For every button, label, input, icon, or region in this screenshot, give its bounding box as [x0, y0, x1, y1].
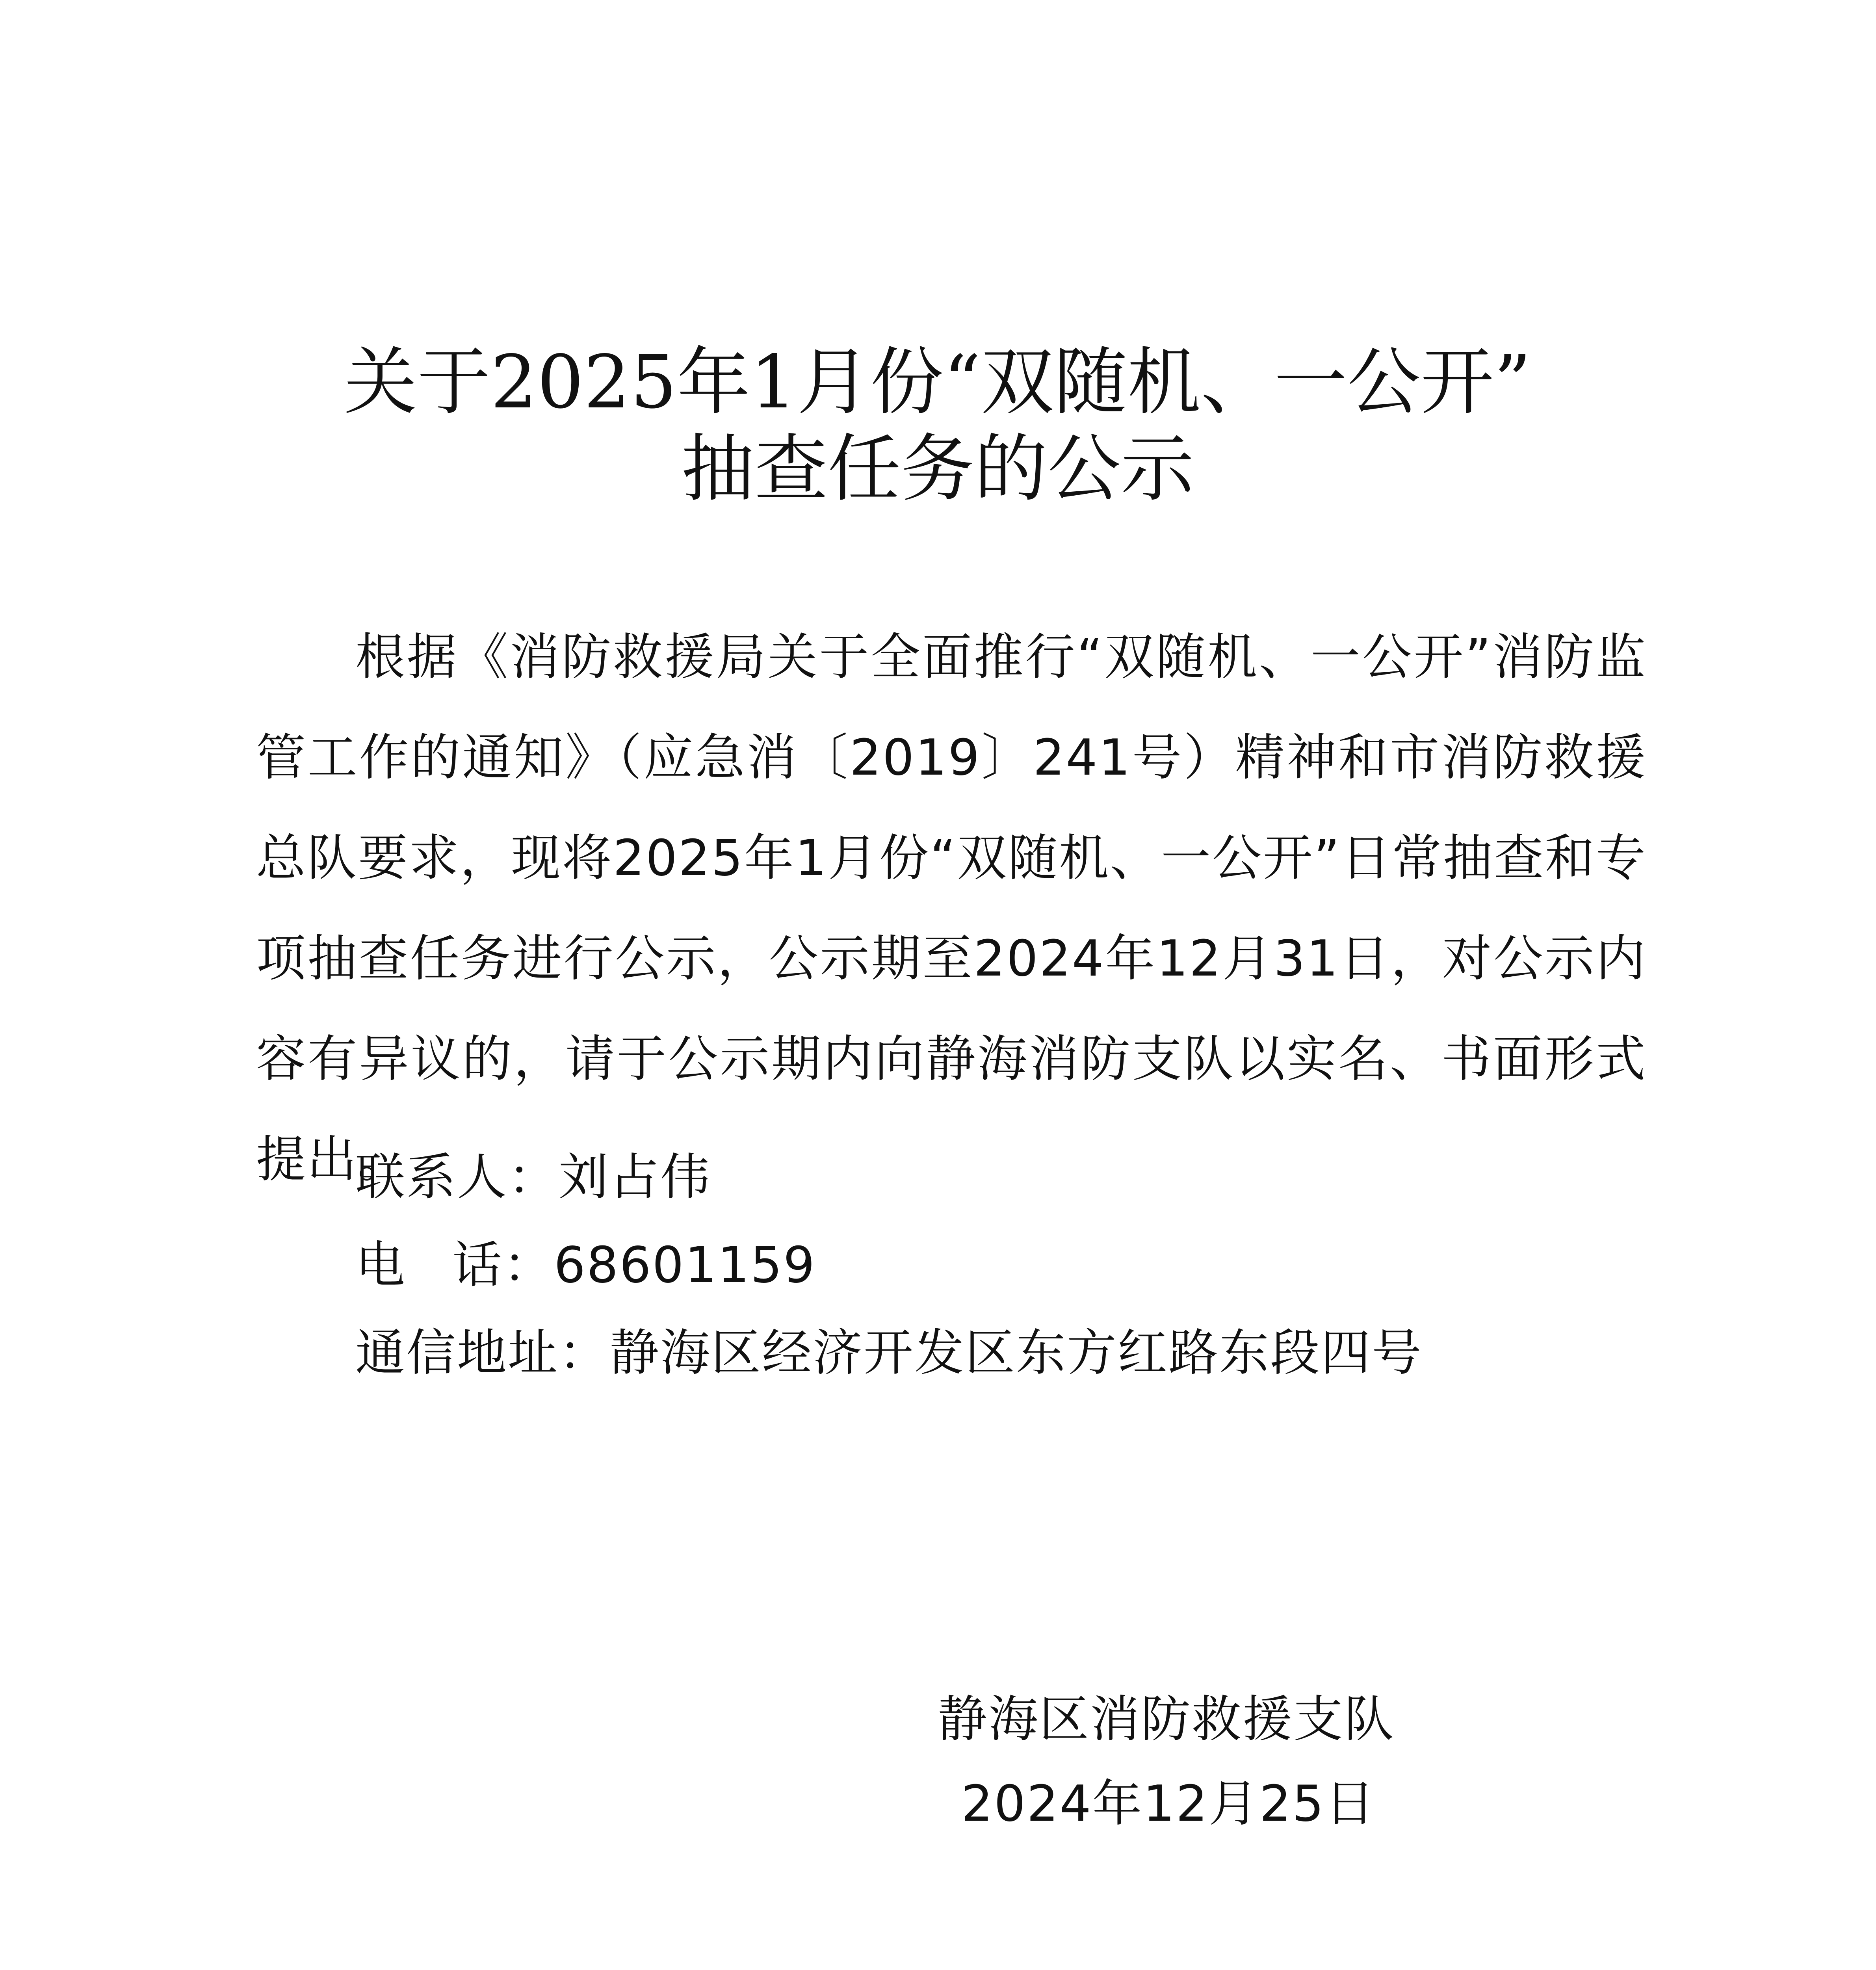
contact-person-line [355, 1127, 711, 1227]
document-title-line-2: 抽查任务的公示 [681, 426, 1194, 511]
address-line [355, 1303, 1423, 1403]
phone-label-rest: 话： [452, 1236, 554, 1294]
phone-value: 68601159 [554, 1236, 816, 1294]
phone-line [355, 1215, 816, 1315]
contact-person-value: 刘占伟 [559, 1148, 711, 1206]
signature-organization: 静海区消防救援支队 [938, 1690, 1395, 1748]
document-title-line-1: 关于2025年1月份“双随机、一公开” [344, 339, 1531, 425]
contact-person-label: 联系人： [355, 1148, 559, 1206]
address-label: 通信地址： [355, 1324, 609, 1382]
signature-date: 2024年12月25日 [961, 1775, 1376, 1832]
phone-label-first-char: 电 [355, 1236, 452, 1294]
document-body-paragraph: 根据《消防救援局关于全面推行“双随机、一公开”消防监管工作的通知》（应急消〔2019〕241号）精神和市消防救援总队要求，现将2025年1月份“双随机、一公开”日常抽查和专项抽查任务进行公示，公示期至2024年12月31日，对公示内容有异议的，请于公示期内向静海消防支队以实名、书面形式提出。 [256, 628, 1647, 1188]
address-value: 静海区经济开发区东方红路东段四号 [609, 1324, 1423, 1382]
